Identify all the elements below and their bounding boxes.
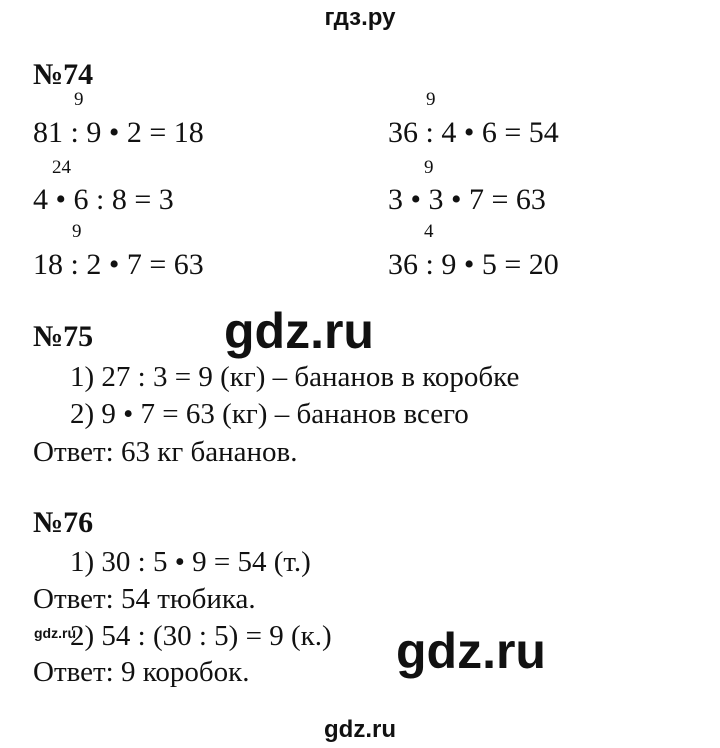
task-74-left-expr-2: 4 • 6 : 8 = 3 xyxy=(33,183,174,216)
task-74-right-expr-3: 36 : 9 • 5 = 20 xyxy=(388,248,559,281)
task-74-right-expr-1: 36 : 4 • 6 = 54 xyxy=(388,116,559,149)
task-74-right-hint-2: 9 xyxy=(424,157,434,178)
task-74-left-expr-3: 18 : 2 • 7 = 63 xyxy=(33,248,204,281)
watermark-lower: gdz.ru xyxy=(396,623,546,679)
task-74-right-hint-3: 4 xyxy=(424,221,434,242)
task-76-step-1: 1) 30 : 5 • 9 = 54 (т.) xyxy=(70,546,311,578)
task-75-step-2: 2) 9 • 7 = 63 (кг) – бананов всего xyxy=(70,398,469,430)
task-75-step-1: 1) 27 : 3 = 9 (кг) – бананов в коробке xyxy=(70,361,520,393)
task-74-right-expr-2: 3 • 3 • 7 = 63 xyxy=(388,183,546,216)
task-74-left-hint-2: 24 xyxy=(52,157,71,178)
task-74-left-expr-1: 81 : 9 • 2 = 18 xyxy=(33,116,204,149)
task-76-answer-2: Ответ: 9 коробок. xyxy=(33,656,250,688)
task-75-heading: №75 xyxy=(33,320,94,353)
task-74-heading: №74 xyxy=(33,58,94,91)
watermark-middle: gdz.ru xyxy=(224,303,374,359)
task-76-step-2: 2) 54 : (30 : 5) = 9 (к.) xyxy=(70,620,332,652)
watermark-bottom: gdz.ru xyxy=(324,716,396,743)
task-75-answer: Ответ: 63 кг бананов. xyxy=(33,436,298,468)
task-74-left-hint-3: 9 xyxy=(72,221,82,242)
task-76-answer-1: Ответ: 54 тюбика. xyxy=(33,583,256,615)
watermark-small: gdz.ru xyxy=(34,625,76,641)
task-76-heading: №76 xyxy=(33,506,94,539)
task-74-right-hint-1: 9 xyxy=(426,89,436,110)
task-74-left-hint-1: 9 xyxy=(74,89,84,110)
watermark-top: гдз.ру xyxy=(324,4,396,31)
